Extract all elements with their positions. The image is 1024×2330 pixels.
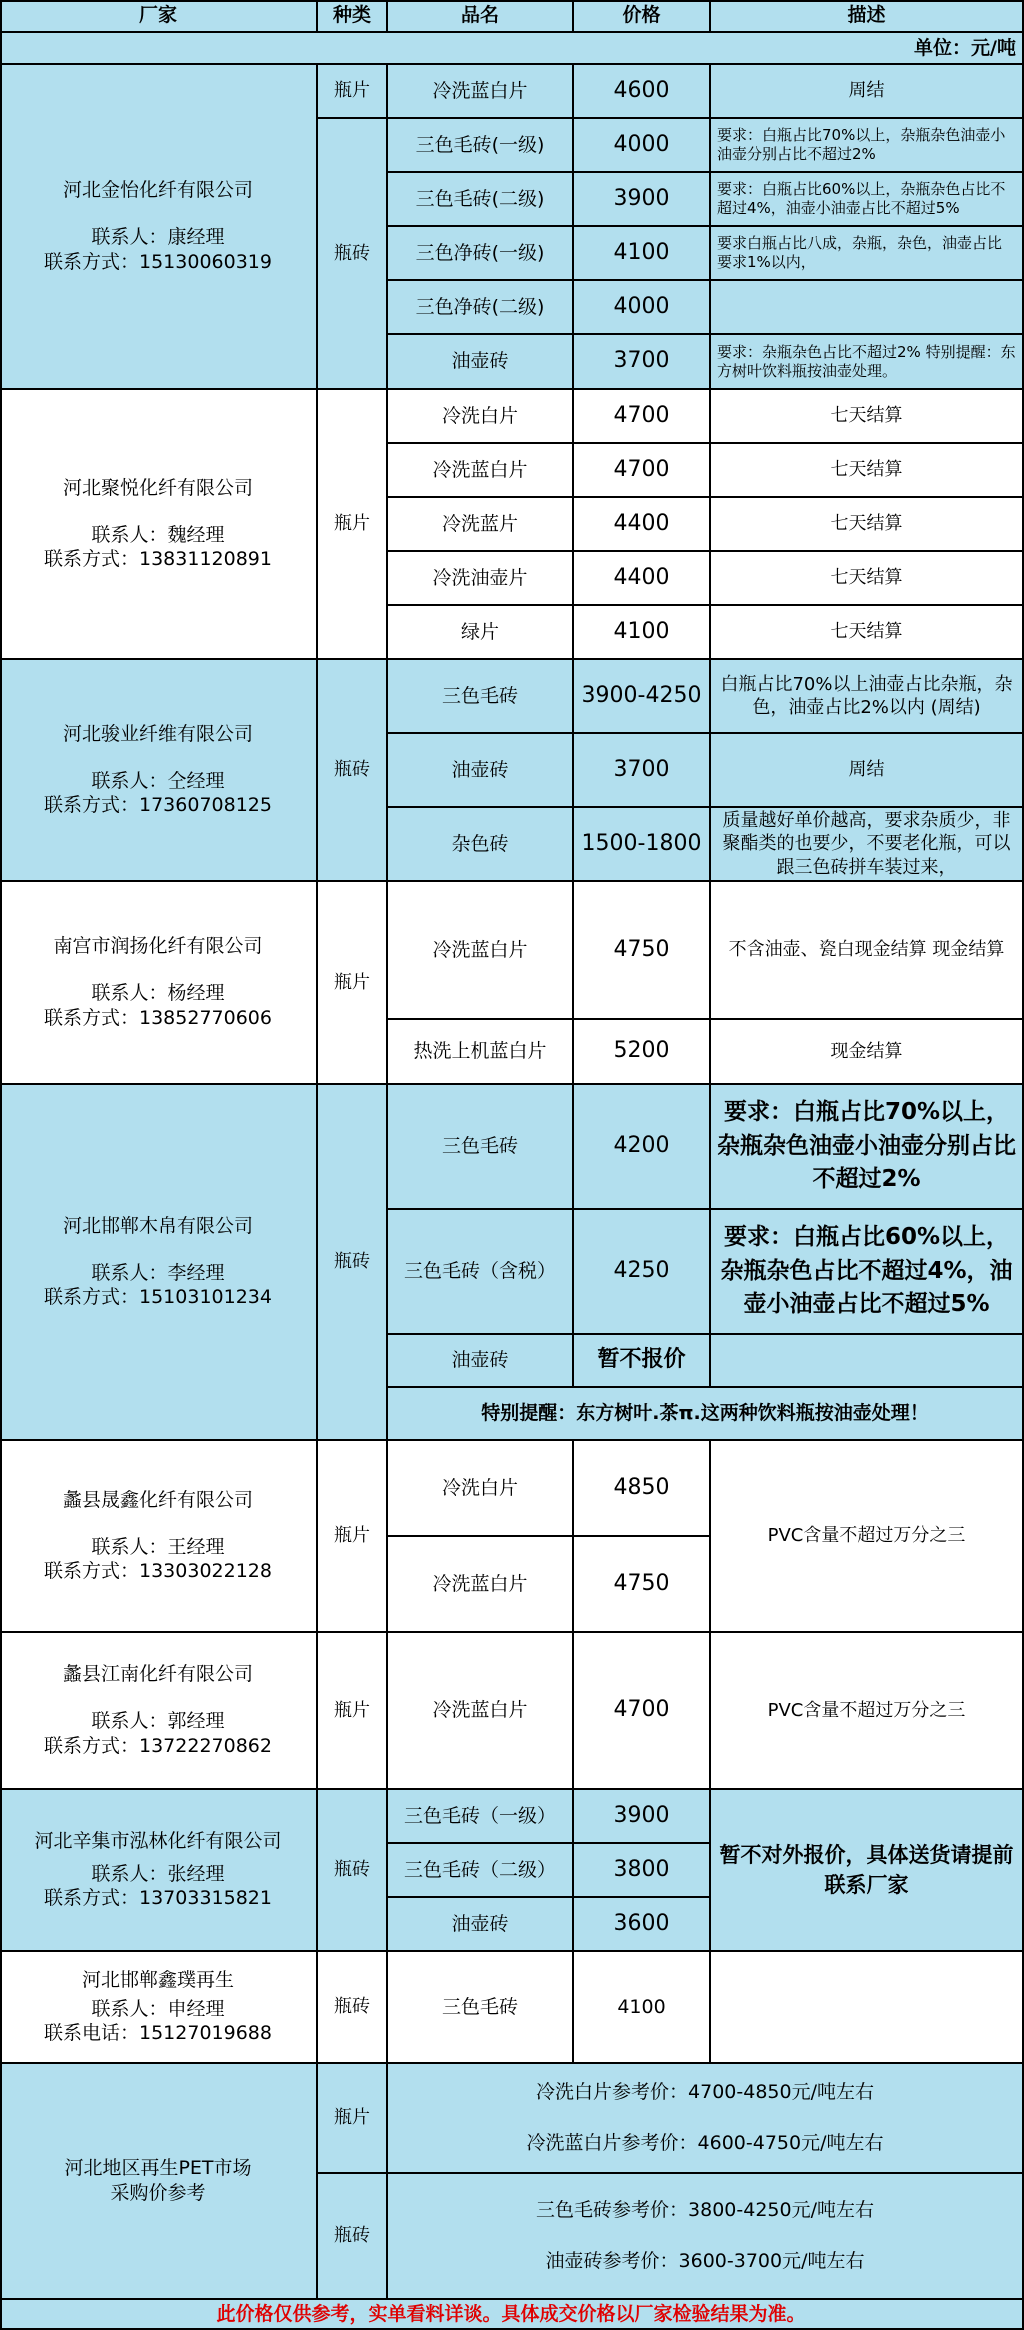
product-cell: 冷洗蓝白片 <box>388 1633 574 1790</box>
reference-line: 三色毛砖参考价：3800-4250元/吨左右 <box>536 2199 874 2222</box>
description-cell: 周结 <box>711 734 1024 808</box>
factory-phone: 联系方式：13722270862 <box>44 1734 272 1757</box>
type-cell: 瓶砖 <box>318 1952 388 2064</box>
factory-cell <box>0 1790 318 1952</box>
product-cell: 杂色砖 <box>388 808 574 882</box>
price-cell: 4100 <box>574 1952 711 2064</box>
type-cell: 瓶片 <box>318 390 388 660</box>
factory-contact: 联系人：郭经理 <box>91 1710 225 1733</box>
description-cell: 七天结算 <box>711 498 1024 552</box>
header-description: 描述 <box>711 0 1024 33</box>
reference-prices-cell <box>388 2064 1024 2174</box>
description-cell: 要求：白瓶占比70%以上，杂瓶杂色油壶小油壶分别占比不超过2% <box>711 119 1024 173</box>
product-cell: 冷洗蓝片 <box>388 498 574 552</box>
factory-cell <box>0 1441 318 1633</box>
reference-title-cell <box>0 2064 318 2300</box>
factory-phone: 联系方式：13703315821 <box>44 1887 272 1910</box>
description-cell: 七天结算 <box>711 444 1024 498</box>
special-note: 特别提醒：东方树叶.茶π.这两种饮料瓶按油壶处理！ <box>388 1388 1024 1441</box>
description-cell: 现金结算 <box>711 1020 1024 1085</box>
type-cell: 瓶片 <box>318 882 388 1085</box>
description-cell: 要求：杂瓶杂色占比不超过2% 特别提醒：东方树叶饮料瓶按油壶处理。 <box>711 335 1024 390</box>
description-cell: 七天结算 <box>711 606 1024 660</box>
factory-contact: 联系人：魏经理 <box>91 523 225 546</box>
description-cell: 暂不对外报价，具体送货请提前联系厂家 <box>711 1790 1024 1952</box>
product-cell: 热洗上机蓝白片 <box>388 1020 574 1085</box>
factory-phone: 联系方式：13852770606 <box>44 1006 272 1029</box>
price-cell: 5200 <box>574 1020 711 1085</box>
price-cell: 4000 <box>574 119 711 173</box>
description-cell: 要求：白瓶占比60%以上，杂瓶杂色占比不超过4%，油壶小油壶占比不超过5% <box>711 1210 1024 1335</box>
price-cell: 4400 <box>574 498 711 552</box>
reference-line: 冷洗白片参考价：4700-4850元/吨左右 <box>536 2081 874 2104</box>
price-cell: 4700 <box>574 444 711 498</box>
type-cell: 瓶砖 <box>318 660 388 882</box>
description-cell: PVC含量不超过万分之三 <box>711 1633 1024 1790</box>
description-cell <box>711 1952 1024 2064</box>
product-cell: 绿片 <box>388 606 574 660</box>
type-cell: 瓶砖 <box>318 2174 388 2300</box>
price-cell: 4700 <box>574 1633 711 1790</box>
unit-note: 单位：元/吨 <box>0 33 1024 65</box>
price-cell: 4400 <box>574 552 711 606</box>
description-cell: 七天结算 <box>711 552 1024 606</box>
product-cell: 三色净砖(二级) <box>388 281 574 335</box>
reference-title-line1: 河北地区再生PET市场 <box>64 2157 252 2180</box>
product-cell: 冷洗油壶片 <box>388 552 574 606</box>
price-cell: 4850 <box>574 1441 711 1537</box>
product-cell: 冷洗蓝白片 <box>388 882 574 1020</box>
header-product: 品名 <box>388 0 574 33</box>
description-cell: 白瓶占比70%以上油壶占比杂瓶，杂色，油壶占比2%以内 (周结) <box>711 660 1024 734</box>
description-cell: 要求：白瓶占比70%以上，杂瓶杂色油壶小油壶分别占比不超过2% <box>711 1085 1024 1210</box>
product-cell: 冷洗白片 <box>388 390 574 444</box>
factory-name: 河北邯郸鑫璞再生 <box>81 1968 234 1991</box>
price-cell: 3900 <box>574 173 711 227</box>
footer-disclaimer: 此价格仅供参考，实单看料详谈。具体成交价格以厂家检验结果为准。 <box>0 2300 1024 2330</box>
product-cell: 油壶砖 <box>388 734 574 808</box>
factory-phone: 联系方式：17360708125 <box>44 794 272 817</box>
factory-phone: 联系方式：15130060319 <box>44 250 272 273</box>
price-cell: 1500-1800 <box>574 808 711 882</box>
factory-name: 蠡县晟鑫化纤有限公司 <box>62 1488 253 1511</box>
product-cell: 冷洗蓝白片 <box>388 444 574 498</box>
factory-cell <box>0 390 318 660</box>
product-cell: 三色毛砖(一级) <box>388 119 574 173</box>
price-cell: 4200 <box>574 1085 711 1210</box>
factory-name: 蠡县江南化纤有限公司 <box>62 1663 253 1686</box>
factory-name: 河北聚悦化纤有限公司 <box>62 476 253 499</box>
type-cell: 瓶砖 <box>318 119 388 390</box>
product-cell: 油壶砖 <box>388 1335 574 1388</box>
product-cell: 油壶砖 <box>388 1898 574 1952</box>
price-cell: 4000 <box>574 281 711 335</box>
description-cell: 质量越好单价越高，要求杂质少，非聚酯类的也要少，不要老化瓶，可以跟三色砖拼车装过来， <box>711 808 1024 882</box>
price-cell: 3900 <box>574 1790 711 1844</box>
product-cell: 油壶砖 <box>388 335 574 390</box>
product-cell: 三色毛砖(二级) <box>388 173 574 227</box>
price-cell: 3800 <box>574 1844 711 1898</box>
price-cell: 3700 <box>574 335 711 390</box>
product-cell: 冷洗蓝白片 <box>388 1537 574 1633</box>
product-cell: 三色毛砖 <box>388 660 574 734</box>
factory-phone: 联系方式：13831120891 <box>44 548 272 571</box>
factory-contact: 联系人：康经理 <box>91 226 225 249</box>
product-cell: 三色毛砖（一级） <box>388 1790 574 1844</box>
description-cell <box>711 1335 1024 1388</box>
price-cell: 3600 <box>574 1898 711 1952</box>
reference-title-line2: 采购价参考 <box>110 2182 206 2204</box>
price-cell: 4750 <box>574 1537 711 1633</box>
product-cell: 冷洗蓝白片 <box>388 65 574 119</box>
type-cell: 瓶砖 <box>318 1790 388 1952</box>
product-cell: 冷洗白片 <box>388 1441 574 1537</box>
factory-cell <box>0 660 318 882</box>
price-cell: 4700 <box>574 390 711 444</box>
price-cell: 暂不报价 <box>574 1335 711 1388</box>
price-cell: 4750 <box>574 882 711 1020</box>
factory-cell <box>0 65 318 390</box>
factory-name: 南宫市润扬化纤有限公司 <box>53 935 263 958</box>
product-cell: 三色毛砖 <box>388 1952 574 2064</box>
product-cell: 三色毛砖（二级） <box>388 1844 574 1898</box>
factory-phone: 联系电话：15127019688 <box>44 2022 272 2045</box>
description-cell: PVC含量不超过万分之三 <box>711 1441 1024 1633</box>
description-cell: 不含油壶、瓷白现金结算 现金结算 <box>711 882 1024 1020</box>
factory-cell <box>0 1952 318 2064</box>
price-cell: 3700 <box>574 734 711 808</box>
factory-contact: 联系人：李经理 <box>91 1261 225 1284</box>
factory-name: 河北邯郸木帛有限公司 <box>62 1214 253 1237</box>
description-cell: 周结 <box>711 65 1024 119</box>
factory-name: 河北骏业纤维有限公司 <box>62 722 253 745</box>
factory-cell <box>0 882 318 1085</box>
factory-cell <box>0 1085 318 1441</box>
description-cell <box>711 281 1024 335</box>
product-cell: 三色毛砖 <box>388 1085 574 1210</box>
reference-prices-cell <box>388 2174 1024 2300</box>
factory-contact: 联系人：申经理 <box>91 1997 225 2020</box>
type-cell: 瓶片 <box>318 65 388 119</box>
price-cell: 4100 <box>574 606 711 660</box>
description-cell: 要求白瓶占比八成，杂瓶，杂色，油壶占比要求1%以内， <box>711 227 1024 281</box>
description-cell: 要求：白瓶占比60%以上，杂瓶杂色占比不超过4%，油壶小油壶占比不超过5% <box>711 173 1024 227</box>
price-cell: 3900-4250 <box>574 660 711 734</box>
factory-cell <box>0 1633 318 1790</box>
type-cell: 瓶砖 <box>318 1085 388 1441</box>
price-cell: 4100 <box>574 227 711 281</box>
reference-line: 油壶砖参考价：3600-3700元/吨左右 <box>545 2250 865 2272</box>
factory-name: 河北辛集市泓林化纤有限公司 <box>34 1829 282 1852</box>
type-cell: 瓶片 <box>318 1441 388 1633</box>
product-cell: 三色毛砖（含税） <box>388 1210 574 1335</box>
type-cell: 瓶片 <box>318 1633 388 1790</box>
factory-contact: 联系人：仝经理 <box>91 769 225 792</box>
header-factory: 厂家 <box>0 0 318 33</box>
factory-name: 河北金怡化纤有限公司 <box>62 179 253 202</box>
factory-phone: 联系方式：15103101234 <box>44 1286 272 1309</box>
factory-contact: 联系人：杨经理 <box>91 982 225 1005</box>
header-price: 价格 <box>574 0 711 33</box>
header-type: 种类 <box>318 0 388 33</box>
price-cell: 4600 <box>574 65 711 119</box>
type-cell: 瓶片 <box>318 2064 388 2174</box>
factory-phone: 联系方式：13303022128 <box>44 1560 272 1583</box>
factory-contact: 联系人：王经理 <box>91 1535 225 1558</box>
factory-contact: 联系人：张经理 <box>91 1862 225 1885</box>
reference-line: 冷洗蓝白片参考价：4600-4750元/吨左右 <box>526 2132 884 2154</box>
product-cell: 三色净砖(一级) <box>388 227 574 281</box>
price-cell: 4250 <box>574 1210 711 1335</box>
description-cell: 七天结算 <box>711 390 1024 444</box>
